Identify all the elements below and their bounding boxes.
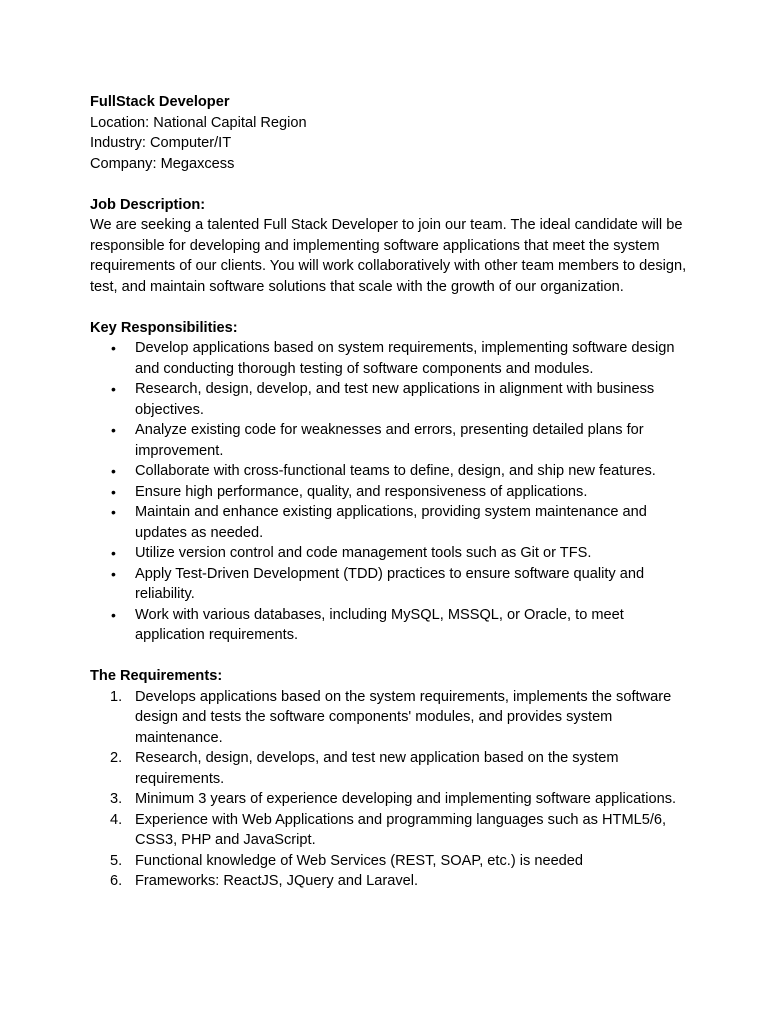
list-item xyxy=(90,482,690,503)
list-number: 5. xyxy=(110,852,123,869)
list-item xyxy=(90,871,690,892)
list-item xyxy=(90,338,690,379)
document-content xyxy=(90,92,690,892)
list-item xyxy=(90,810,690,851)
list-item xyxy=(90,564,690,605)
list-item-text: Functional knowledge of Web Services (REST, SOAP, etc.) is needed xyxy=(135,852,584,869)
list-item xyxy=(90,461,690,482)
requirements-heading: The Requirements: xyxy=(90,668,223,684)
list-item-text: Collaborate with cross-functional teams to define, design, and ship new features. xyxy=(135,463,656,479)
spacer xyxy=(90,174,690,195)
spacer xyxy=(90,646,690,667)
list-item-text: Frameworks: ReactJS, JQuery and Laravel. xyxy=(135,873,419,889)
bullet-marker: • xyxy=(111,340,116,356)
list-number: 6. xyxy=(110,873,123,889)
job-title: FullStack Developer xyxy=(90,94,230,110)
bullet-marker: • xyxy=(111,504,116,520)
list-item xyxy=(90,543,690,564)
spacer xyxy=(90,297,690,318)
responsibilities-list xyxy=(90,338,690,646)
list-item xyxy=(90,379,690,420)
job-location: Location: National Capital Region xyxy=(90,114,307,131)
list-number: 4. xyxy=(110,811,123,828)
list-item-text: Ensure high performance, quality, and responsiveness of applications. xyxy=(135,483,588,500)
job-description-body: We are seeking a talented Full Stack Developer to join our team. The ideal candidate will be responsible for developing and implementing software applications that meet the system requirements of our clients. You will work collaboratively with other team members to design, test, and maintain software solutions that scale with the growth of our organization. xyxy=(90,217,687,295)
list-item-text: Minimum 3 years of experience developing and implementing software applications. xyxy=(135,791,677,807)
list-item xyxy=(90,789,690,810)
bullet-marker: • xyxy=(111,606,116,623)
list-item-text: Apply Test-Driven Development (TDD) practices to ensure software quality and reliability. xyxy=(135,565,645,602)
list-item-text: Develop applications based on system requirements, implementing software design and conducting thorough testing of software components and modules. xyxy=(135,340,675,377)
bullet-marker: • xyxy=(111,381,116,397)
list-item-text: Maintain and enhance existing applications, providing system maintenance and updates as needed. xyxy=(135,504,647,541)
list-item xyxy=(90,748,690,789)
list-number: 2. xyxy=(110,750,123,766)
list-item-text: Work with various databases, including MySQL, MSSQL, or Oracle, to meet application requirements. xyxy=(135,606,624,643)
list-item-text: Research, design, develop, and test new applications in alignment with business objectives. xyxy=(135,381,655,418)
list-number: 3. xyxy=(110,791,123,807)
job-description-heading: Job Description: xyxy=(90,196,206,213)
list-item xyxy=(90,605,690,646)
list-item xyxy=(90,687,690,749)
bullet-marker: • xyxy=(111,565,116,582)
list-item-text: Develops applications based on the system requirements, implements the software design and tests the software components' modules, and provides system maintenance. xyxy=(135,688,672,746)
list-item-text: Analyze existing code for weaknesses and errors, presenting detailed plans for improvement. xyxy=(135,422,644,459)
bullet-marker: • xyxy=(111,545,116,561)
bullet-marker: • xyxy=(111,463,116,479)
job-company: Company: Megaxcess xyxy=(90,155,235,172)
list-item-text: Research, design, develops, and test new application based on the system requirements. xyxy=(135,750,619,787)
list-number: 1. xyxy=(110,688,123,705)
responsibilities-heading: Key Responsibilities: xyxy=(90,319,238,336)
job-industry: Industry: Computer/IT xyxy=(90,135,232,151)
list-item xyxy=(90,420,690,461)
list-item-text: Experience with Web Applications and programming languages such as HTML5/6, CSS3, PHP and JavaScript. xyxy=(135,811,667,848)
bullet-marker: • xyxy=(111,422,116,438)
bullet-marker: • xyxy=(111,483,116,500)
requirements-list xyxy=(90,687,690,892)
list-item xyxy=(90,851,690,872)
list-item-text: Utilize version control and code management tools such as Git or TFS. xyxy=(135,545,592,561)
list-item xyxy=(90,502,690,543)
